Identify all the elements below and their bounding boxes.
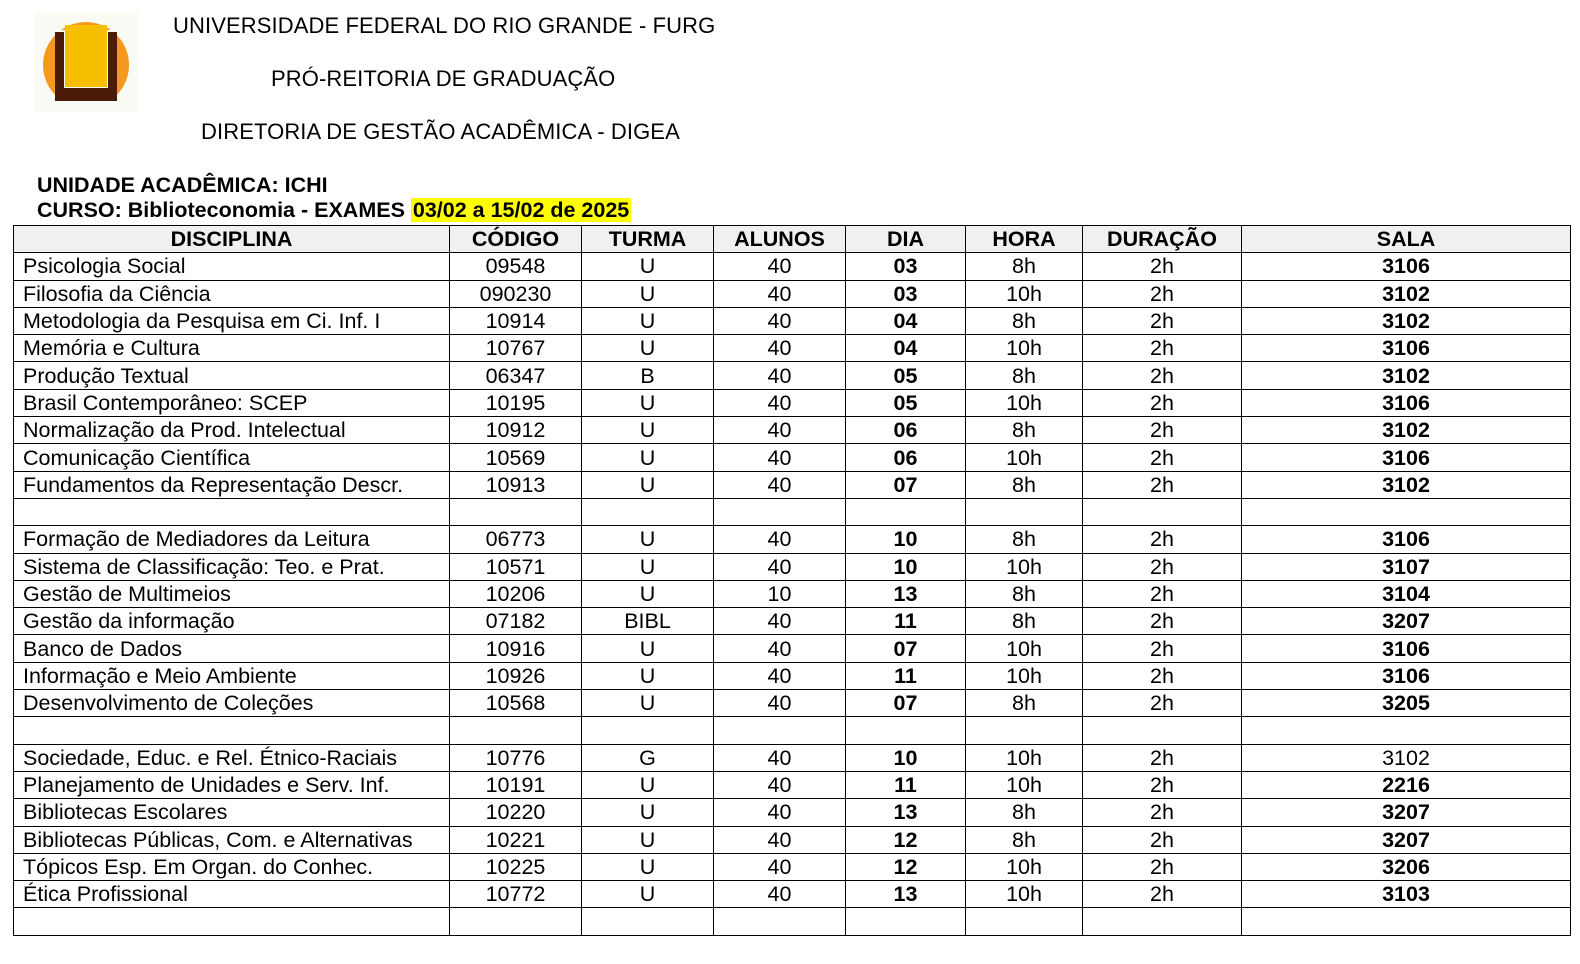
table-row xyxy=(14,853,1571,880)
cell-hora: 10h xyxy=(966,635,1083,662)
cell-codigo: 10568 xyxy=(450,690,582,717)
cell-hora: 10h xyxy=(966,444,1083,471)
cell-duracao: 2h xyxy=(1083,280,1242,307)
table-row xyxy=(14,690,1571,717)
cell-duracao: 2h xyxy=(1083,853,1242,880)
table-row xyxy=(14,335,1571,362)
cell-sala: 3106 xyxy=(1242,389,1571,416)
cell-alunos: 40 xyxy=(714,826,846,853)
cell-duracao: 2h xyxy=(1083,307,1242,334)
cell-turma: U xyxy=(582,635,714,662)
table-row xyxy=(14,498,1571,525)
cell-sala: 3106 xyxy=(1242,635,1571,662)
cell-codigo: 10916 xyxy=(450,635,582,662)
cell-disciplina xyxy=(14,498,450,525)
cell-alunos: 40 xyxy=(714,280,846,307)
cell-codigo: 10195 xyxy=(450,389,582,416)
cell-alunos: 40 xyxy=(714,553,846,580)
cell-codigo: 10225 xyxy=(450,853,582,880)
cell-turma: U xyxy=(582,580,714,607)
cell-hora: 8h xyxy=(966,417,1083,444)
table-row xyxy=(14,635,1571,662)
cell-alunos: 40 xyxy=(714,608,846,635)
cell-alunos: 40 xyxy=(714,335,846,362)
cell-sala xyxy=(1242,908,1571,935)
table-row xyxy=(14,362,1571,389)
table-row xyxy=(14,471,1571,498)
table-row xyxy=(14,662,1571,689)
header-sala: SALA xyxy=(1242,226,1571,253)
cell-duracao: 2h xyxy=(1083,526,1242,553)
cell-sala: 3102 xyxy=(1242,362,1571,389)
exam-schedule-table xyxy=(13,225,1571,936)
cell-dia xyxy=(846,717,966,744)
cell-sala: 3207 xyxy=(1242,608,1571,635)
cell-turma: U xyxy=(582,690,714,717)
cell-sala xyxy=(1242,498,1571,525)
cell-sala: 3102 xyxy=(1242,307,1571,334)
cell-sala: 3205 xyxy=(1242,690,1571,717)
cell-hora: 10h xyxy=(966,853,1083,880)
cell-alunos: 40 xyxy=(714,799,846,826)
cell-sala: 3207 xyxy=(1242,799,1571,826)
cell-sala: 3106 xyxy=(1242,253,1571,280)
cell-duracao: 2h xyxy=(1083,389,1242,416)
cell-turma: BIBL xyxy=(582,608,714,635)
table-row xyxy=(14,307,1571,334)
table-row xyxy=(14,826,1571,853)
cell-duracao: 2h xyxy=(1083,580,1242,607)
cell-duracao: 2h xyxy=(1083,362,1242,389)
cell-turma: U xyxy=(582,553,714,580)
cell-codigo: 09548 xyxy=(450,253,582,280)
cell-duracao: 2h xyxy=(1083,744,1242,771)
cell-codigo: 10913 xyxy=(450,471,582,498)
cell-disciplina: Desenvolvimento de Coleções xyxy=(14,690,450,717)
cell-disciplina: Brasil Contemporâneo: SCEP xyxy=(14,389,450,416)
cell-dia: 04 xyxy=(846,335,966,362)
cell-disciplina: Bibliotecas Escolares xyxy=(14,799,450,826)
cell-dia: 13 xyxy=(846,881,966,908)
cell-duracao: 2h xyxy=(1083,444,1242,471)
cell-alunos: 40 xyxy=(714,389,846,416)
cell-codigo: 10772 xyxy=(450,881,582,908)
cell-sala: 3106 xyxy=(1242,526,1571,553)
cell-sala: 3206 xyxy=(1242,853,1571,880)
cell-dia: 11 xyxy=(846,608,966,635)
cell-codigo: 10926 xyxy=(450,662,582,689)
cell-disciplina: Gestão da informação xyxy=(14,608,450,635)
cell-disciplina: Formação de Mediadores da Leitura xyxy=(14,526,450,553)
table-row xyxy=(14,553,1571,580)
cell-codigo: 10571 xyxy=(450,553,582,580)
exam-period-highlight: 03/02 a 15/02 de 2025 xyxy=(412,198,630,222)
cell-codigo: 090230 xyxy=(450,280,582,307)
table-row xyxy=(14,799,1571,826)
cell-alunos: 10 xyxy=(714,580,846,607)
table-row xyxy=(14,717,1571,744)
cell-duracao: 2h xyxy=(1083,635,1242,662)
cell-duracao: 2h xyxy=(1083,417,1242,444)
cell-duracao: 2h xyxy=(1083,881,1242,908)
header-duracao: DURAÇÃO xyxy=(1083,226,1242,253)
cell-alunos: 40 xyxy=(714,635,846,662)
table-row xyxy=(14,744,1571,771)
cell-turma: U xyxy=(582,444,714,471)
cell-sala: 3102 xyxy=(1242,417,1571,444)
cell-turma: B xyxy=(582,362,714,389)
cell-duracao: 2h xyxy=(1083,826,1242,853)
cell-hora xyxy=(966,498,1083,525)
cell-disciplina: Ética Profissional xyxy=(14,881,450,908)
cell-alunos: 40 xyxy=(714,526,846,553)
cell-disciplina: Gestão de Multimeios xyxy=(14,580,450,607)
cell-codigo xyxy=(450,717,582,744)
cell-disciplina: Bibliotecas Públicas, Com. e Alternativas xyxy=(14,826,450,853)
cell-dia: 10 xyxy=(846,744,966,771)
cell-dia: 10 xyxy=(846,526,966,553)
cell-dia: 06 xyxy=(846,417,966,444)
cell-hora: 8h xyxy=(966,826,1083,853)
cell-alunos xyxy=(714,498,846,525)
cell-turma: U xyxy=(582,417,714,444)
cell-hora: 10h xyxy=(966,280,1083,307)
cell-hora: 8h xyxy=(966,608,1083,635)
cell-hora: 10h xyxy=(966,335,1083,362)
cell-disciplina: Sistema de Classificação: Teo. e Prat. xyxy=(14,553,450,580)
header-hora: HORA xyxy=(966,226,1083,253)
cell-hora: 10h xyxy=(966,771,1083,798)
cell-turma xyxy=(582,908,714,935)
cell-turma: U xyxy=(582,853,714,880)
furg-logo xyxy=(34,12,138,112)
cell-turma: U xyxy=(582,771,714,798)
header-disciplina: DISCIPLINA xyxy=(14,226,450,253)
table-row xyxy=(14,908,1571,935)
cell-hora: 8h xyxy=(966,799,1083,826)
cell-duracao xyxy=(1083,498,1242,525)
table-row xyxy=(14,280,1571,307)
cell-disciplina xyxy=(14,908,450,935)
cell-duracao: 2h xyxy=(1083,690,1242,717)
cell-disciplina: Psicologia Social xyxy=(14,253,450,280)
cell-alunos: 40 xyxy=(714,744,846,771)
cell-hora: 10h xyxy=(966,881,1083,908)
cell-disciplina: Fundamentos da Representação Descr. xyxy=(14,471,450,498)
cell-sala: 3102 xyxy=(1242,280,1571,307)
cell-alunos: 40 xyxy=(714,307,846,334)
cell-codigo: 06773 xyxy=(450,526,582,553)
cell-duracao: 2h xyxy=(1083,608,1242,635)
cell-turma xyxy=(582,717,714,744)
cell-duracao: 2h xyxy=(1083,553,1242,580)
cell-disciplina: Banco de Dados xyxy=(14,635,450,662)
cell-sala: 3207 xyxy=(1242,826,1571,853)
header-alunos: ALUNOS xyxy=(714,226,846,253)
cell-hora xyxy=(966,717,1083,744)
office-title: PRÓ-REITORIA DE GRADUAÇÃO xyxy=(271,66,616,91)
cell-dia xyxy=(846,498,966,525)
table-row xyxy=(14,389,1571,416)
table-row xyxy=(14,417,1571,444)
cell-disciplina: Metodologia da Pesquisa em Ci. Inf. I xyxy=(14,307,450,334)
directorate-title: DIRETORIA DE GESTÃO ACADÊMICA - DIGEA xyxy=(201,119,680,144)
cell-alunos xyxy=(714,908,846,935)
cell-duracao: 2h xyxy=(1083,771,1242,798)
cell-codigo: 10220 xyxy=(450,799,582,826)
header-turma: TURMA xyxy=(582,226,714,253)
table-row xyxy=(14,526,1571,553)
cell-hora: 10h xyxy=(966,553,1083,580)
cell-sala: 3107 xyxy=(1242,553,1571,580)
cell-disciplina: Filosofia da Ciência xyxy=(14,280,450,307)
cell-disciplina: Memória e Cultura xyxy=(14,335,450,362)
cell-hora: 8h xyxy=(966,580,1083,607)
table-row xyxy=(14,771,1571,798)
cell-hora: 10h xyxy=(966,744,1083,771)
cell-alunos: 40 xyxy=(714,444,846,471)
cell-codigo: 10221 xyxy=(450,826,582,853)
cell-dia: 07 xyxy=(846,690,966,717)
cell-turma: U xyxy=(582,307,714,334)
cell-turma: U xyxy=(582,280,714,307)
cell-alunos: 40 xyxy=(714,690,846,717)
cell-alunos: 40 xyxy=(714,471,846,498)
cell-hora: 8h xyxy=(966,362,1083,389)
course-line xyxy=(37,198,631,223)
table-row xyxy=(14,608,1571,635)
cell-hora: 10h xyxy=(966,389,1083,416)
cell-alunos: 40 xyxy=(714,771,846,798)
cell-sala: 2216 xyxy=(1242,771,1571,798)
cell-hora: 8h xyxy=(966,690,1083,717)
cell-sala: 3106 xyxy=(1242,444,1571,471)
academic-unit: UNIDADE ACADÊMICA: ICHI xyxy=(37,173,328,197)
table-row xyxy=(14,253,1571,280)
cell-turma: U xyxy=(582,881,714,908)
header-codigo: CÓDIGO xyxy=(450,226,582,253)
cell-hora xyxy=(966,908,1083,935)
cell-turma: U xyxy=(582,826,714,853)
cell-codigo: 07182 xyxy=(450,608,582,635)
cell-turma: U xyxy=(582,335,714,362)
cell-turma: U xyxy=(582,662,714,689)
cell-duracao: 2h xyxy=(1083,471,1242,498)
cell-alunos: 40 xyxy=(714,881,846,908)
cell-duracao xyxy=(1083,717,1242,744)
cell-codigo: 10912 xyxy=(450,417,582,444)
cell-duracao xyxy=(1083,908,1242,935)
cell-dia: 05 xyxy=(846,362,966,389)
cell-turma xyxy=(582,498,714,525)
table-header-row xyxy=(14,226,1571,253)
cell-turma: U xyxy=(582,471,714,498)
cell-disciplina: Sociedade, Educ. e Rel. Étnico-Raciais xyxy=(14,744,450,771)
cell-dia: 07 xyxy=(846,471,966,498)
cell-dia: 10 xyxy=(846,553,966,580)
cell-turma: U xyxy=(582,799,714,826)
cell-turma: G xyxy=(582,744,714,771)
cell-disciplina: Tópicos Esp. Em Organ. do Conhec. xyxy=(14,853,450,880)
cell-hora: 10h xyxy=(966,662,1083,689)
cell-alunos: 40 xyxy=(714,362,846,389)
cell-codigo: 10191 xyxy=(450,771,582,798)
cell-codigo: 10776 xyxy=(450,744,582,771)
cell-hora: 8h xyxy=(966,307,1083,334)
cell-sala xyxy=(1242,717,1571,744)
cell-dia: 13 xyxy=(846,580,966,607)
cell-dia: 05 xyxy=(846,389,966,416)
cell-codigo: 10767 xyxy=(450,335,582,362)
cell-duracao: 2h xyxy=(1083,662,1242,689)
cell-disciplina: Produção Textual xyxy=(14,362,450,389)
cell-codigo: 10914 xyxy=(450,307,582,334)
cell-dia: 13 xyxy=(846,799,966,826)
cell-disciplina: Comunicação Científica xyxy=(14,444,450,471)
cell-alunos: 40 xyxy=(714,417,846,444)
course-label: CURSO: Biblioteconomia - EXAMES xyxy=(37,198,411,222)
cell-duracao: 2h xyxy=(1083,799,1242,826)
cell-codigo xyxy=(450,908,582,935)
cell-dia: 11 xyxy=(846,771,966,798)
cell-dia: 03 xyxy=(846,280,966,307)
cell-dia: 04 xyxy=(846,307,966,334)
cell-dia: 11 xyxy=(846,662,966,689)
cell-disciplina: Normalização da Prod. Intelectual xyxy=(14,417,450,444)
table-row xyxy=(14,444,1571,471)
cell-turma: U xyxy=(582,389,714,416)
cell-alunos xyxy=(714,717,846,744)
cell-hora: 8h xyxy=(966,253,1083,280)
cell-disciplina xyxy=(14,717,450,744)
cell-turma: U xyxy=(582,253,714,280)
cell-dia xyxy=(846,908,966,935)
cell-hora: 8h xyxy=(966,471,1083,498)
cell-codigo xyxy=(450,498,582,525)
cell-alunos: 40 xyxy=(714,853,846,880)
cell-dia: 07 xyxy=(846,635,966,662)
cell-sala: 3102 xyxy=(1242,744,1571,771)
cell-sala: 3102 xyxy=(1242,471,1571,498)
cell-sala: 3106 xyxy=(1242,335,1571,362)
cell-duracao: 2h xyxy=(1083,253,1242,280)
cell-codigo: 10206 xyxy=(450,580,582,607)
cell-disciplina: Informação e Meio Ambiente xyxy=(14,662,450,689)
cell-disciplina: Planejamento de Unidades e Serv. Inf. xyxy=(14,771,450,798)
table-row xyxy=(14,580,1571,607)
cell-sala: 3104 xyxy=(1242,580,1571,607)
cell-sala: 3106 xyxy=(1242,662,1571,689)
cell-dia: 12 xyxy=(846,853,966,880)
cell-sala: 3103 xyxy=(1242,881,1571,908)
table-row xyxy=(14,881,1571,908)
cell-dia: 03 xyxy=(846,253,966,280)
cell-hora: 8h xyxy=(966,526,1083,553)
cell-alunos: 40 xyxy=(714,253,846,280)
university-title: UNIVERSIDADE FEDERAL DO RIO GRANDE - FURG xyxy=(173,13,716,38)
cell-dia: 06 xyxy=(846,444,966,471)
cell-dia: 12 xyxy=(846,826,966,853)
cell-codigo: 06347 xyxy=(450,362,582,389)
cell-duracao: 2h xyxy=(1083,335,1242,362)
cell-alunos: 40 xyxy=(714,662,846,689)
cell-turma: U xyxy=(582,526,714,553)
cell-codigo: 10569 xyxy=(450,444,582,471)
header-dia: DIA xyxy=(846,226,966,253)
